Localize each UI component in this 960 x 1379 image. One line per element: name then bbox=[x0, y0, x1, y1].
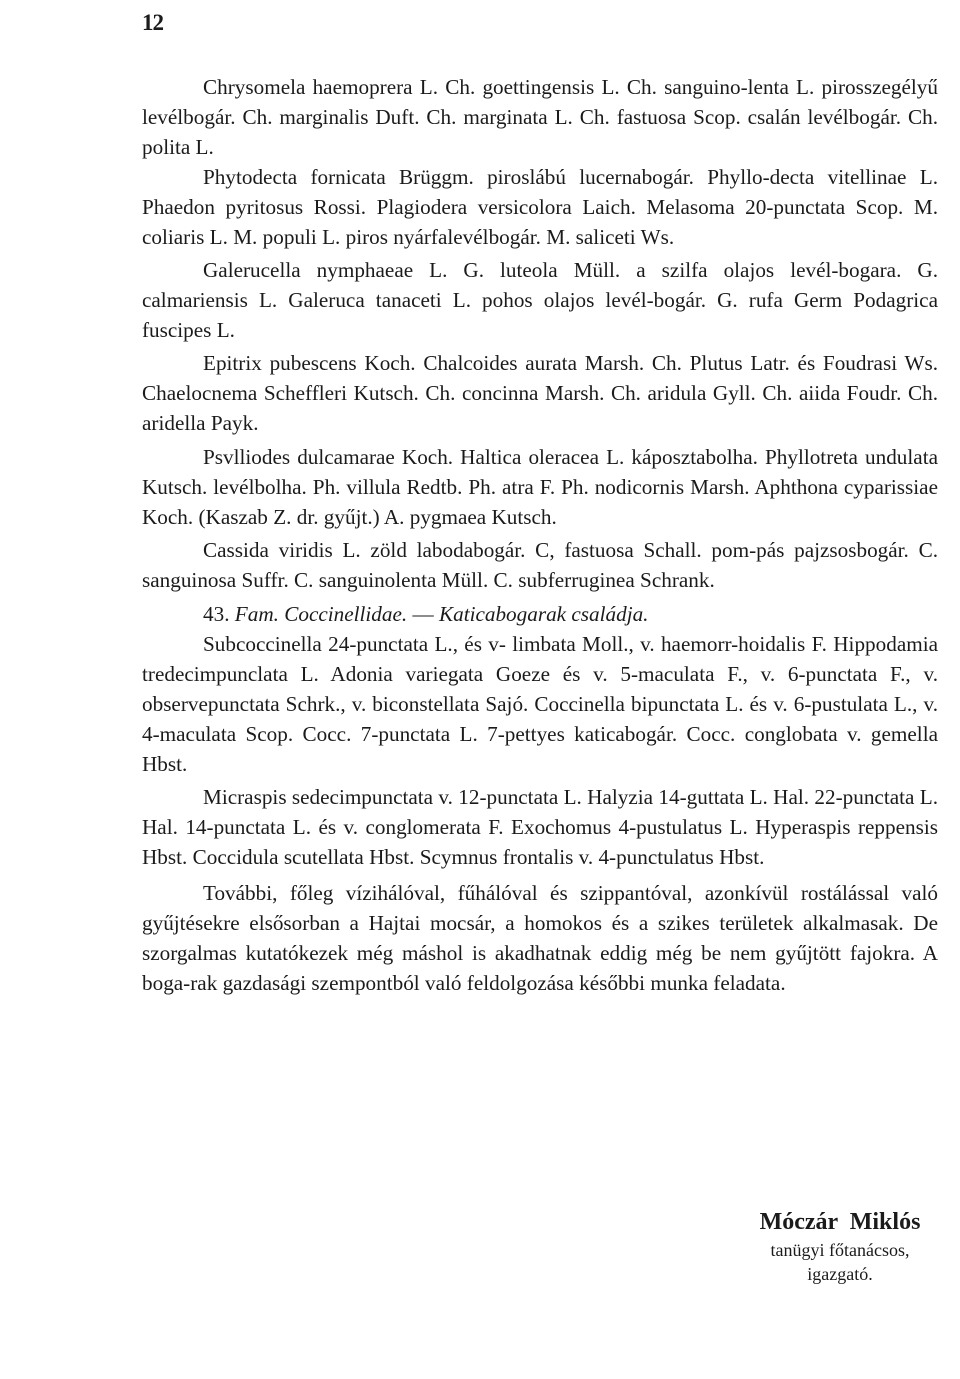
paragraph-epitrix: Epitrix pubescens Koch. Chalcoides aurata Marsh. Ch. Plutus Latr. és Foudrasi Ws. Chaelocnema Scheffleri Kutsch. Ch. concinna Marsh. Ch. aridula Gyll. Ch. aiida Foudr. Ch. aridella Payk. bbox=[142, 351, 938, 435]
section-number: 43. bbox=[203, 602, 230, 626]
closing-paragraph: További, főleg vízihálóval, fűhálóval és szippantóval, azonkívül rostálással való gyűjtésekre elsősorban a Hajtai mocsár, a homokos és a szikes területek alkalmasak. De szorgalmas kutatókezek még máshol is akadhatnak eddig még be nem gyűjtött fajokra. A boga-rak gazdasági szempontból való feldolgozása későbbi munka feladata. bbox=[142, 881, 938, 995]
paragraph-chrysomela: Chrysomela haemoprera L. Ch. goettingensis L. Ch. sanguino-lenta L. pirosszegélyű levélbogár. Ch. marginalis Duft. Ch. marginata L. Ch. fastuosa Scop. csalán levélbogár. Ch. polita L. bbox=[142, 75, 938, 159]
author-title: tanügyi főtanácsos, bbox=[770, 1240, 910, 1260]
section-dash: — bbox=[412, 602, 434, 626]
paragraph-subcoccinella: Subcoccinella 24-punctata L., és v- limbata Moll., v. haemorr-hoidalis F. Hippodamia tredecimpunclata L. Adonia variegata Goeze és v. 5-maculata F., v. 6-punctata F., v. observepunctata Schrk., v. biconstellata Sajó. Coccinella bipunctata L. és v. 6-pustulata L., v. 4-maculata Scop. Cocc. 7-punctata L. 7-pettyes katicabogár. Cocc. conglobata v. gemella Hbst. bbox=[142, 632, 938, 776]
paragraph-phytodecta: Phytodecta fornicata Brüggm. piroslábú lucernabogár. Phyllo-decta vitellinae L. Phaedon pyritosus Rossi. Plagiodera versicolora Laich. Melasoma 20-punctata Scop. M. coliaris L. M. populi L. piros nyárfalevélbogár. M. saliceti Ws. bbox=[142, 165, 938, 249]
paragraph-cassida: Cassida viridis L. zöld labodabogár. C, fastuosa Schall. pom-pás pajzsosbogár. C. sanguinosa Suffr. C. sanguinolenta Müll. C. subferruginea Schrank. bbox=[142, 538, 938, 592]
article-body bbox=[142, 72, 938, 998]
author-name: Móczár Miklós bbox=[759, 1209, 921, 1235]
section-heading bbox=[142, 599, 938, 629]
paragraph-galerucella: Galerucella nymphaeae L. G. luteola Müll. a szilfa olajos levél-bogara. G. calmariensis L. Galeruca tanaceti L. pohos olajos levél-bogár. G. rufa Germ Podagrica fuscipes L. bbox=[142, 258, 938, 342]
paragraph-psylliodes: Psvlliodes dulcamarae Koch. Haltica oleracea L. káposztabolha. Phyllotreta undulata Kutsch. levélbolha. Ph. villula Redtb. Ph. atra F. Ph. nodicornis Marsh. Aphthona cyparissiae Koch. (Kaszab Z. dr. gyűjt.) A. pygmaea Kutsch. bbox=[142, 445, 938, 529]
paragraph-micraspis: Micraspis sedecimpunctata v. 12-punctata L. Halyzia 14-guttata L. Hal. 22-punctata L. Hal. 14-punctata L. és v. conglomerata F. Exochomus 4-pustulatus L. Hyperaspis reppensis Hbst. Coccidula scutellata Hbst. Scymnus frontalis v. 4-punctulatus Hbst. bbox=[142, 785, 938, 869]
page-number: 12 bbox=[142, 10, 163, 35]
author-position: igazgató. bbox=[807, 1264, 873, 1284]
section-family: Fam. Coccinellidae. bbox=[234, 602, 408, 626]
signature-block bbox=[700, 1206, 960, 1286]
section-hungarian-name: Katicabogarak családja. bbox=[438, 602, 649, 626]
